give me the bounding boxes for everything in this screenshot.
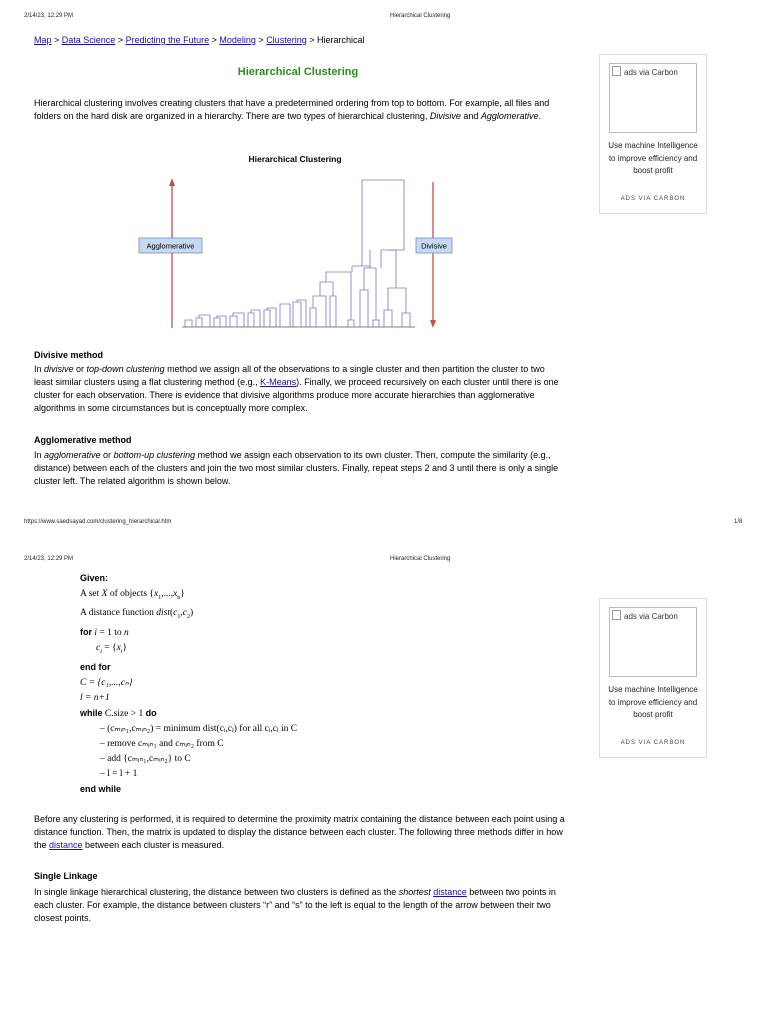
page-title: Hierarchical Clustering <box>237 66 359 78</box>
print-header-date: 2/14/23, 12:29 PM <box>24 13 74 19</box>
ad-label[interactable]: ADS VIA CARBON <box>620 740 686 746</box>
kmeans-link[interactable]: K-Means <box>260 377 297 387</box>
distance-link[interactable]: distance <box>433 887 467 897</box>
breadcrumb-link[interactable]: Predicting the Future <box>125 35 210 45</box>
algorithm-block: Given: A set X of objects $\{x_1,...,x_n\}$ A distance function $dist(c_1,c_2)$ for i = 1 to n $c_i = \{x_i\}$ end for C = {c₁,...,cₙ} l = n+1 while C.size > 1 do – (cₘᵢₙ₁,cₘᵢₙ₂) = minimum dist(cᵢ,cⱼ) for all cᵢ,cⱼ in C – remove cₘᵢₙ₁ and cₘᵢₙ₂ from C – add {cₘᵢₙ₁,cₘᵢₙ₂} to C – l = l + 1 end while <box>80 573 298 794</box>
ad-label[interactable]: ADS VIA CARBON <box>620 196 686 202</box>
divisive-paragraph: In divisive or top-down clustering method we assign all of the observations to a single cluster and then partition the cluster to two least similar clusters using a flat clustering method (e.g., K-Means). Finally, we proceed recursively on each cluster until there is one cluster for each observation. There is evidence that divisive algorithms produce more accurate hierarchies than agglomerative algorithms in some circumstances but is conceptually more complex. <box>34 364 559 413</box>
divisive-heading: Divisive method <box>34 350 104 360</box>
dendrogram-figure <box>130 150 470 335</box>
single-linkage-heading: Single Linkage <box>34 871 98 881</box>
print-footer-url: https://www.saedsayad.com/clustering_hierarchical.htm <box>24 519 172 525</box>
dendrogram-links <box>185 180 410 327</box>
agglomerative-heading: Agglomerative method <box>34 435 132 445</box>
agglomerative-label: Agglomerative <box>146 241 195 251</box>
single-linkage-paragraph: In single linkage hierarchical clustering, the distance between two clusters is defined as the shortest distance between two points in each cluster. For example, the distance between clusters “r” and “s” to the left is equal to the length of the arrow between their two closest points. <box>34 887 556 923</box>
breadcrumb-link[interactable]: Clustering <box>266 35 307 45</box>
print-header-title: Hierarchical Clustering <box>390 13 451 19</box>
ad-image-alt: ads via Carbon <box>624 612 678 621</box>
ad-image-alt: ads via Carbon <box>624 68 678 77</box>
breadcrumb-separator: > <box>115 35 126 45</box>
ad-image[interactable] <box>609 607 697 677</box>
broken-image-icon <box>612 610 621 620</box>
breadcrumb-link[interactable]: Modeling <box>219 35 256 45</box>
breadcrumb <box>34 34 365 47</box>
ad-text[interactable]: Use machine Intelligence to improve efficiency and boost profit <box>608 685 698 719</box>
breadcrumb-separator: > <box>51 35 62 45</box>
breadcrumb-separator: > <box>255 35 267 45</box>
intro-paragraph: Hierarchical clustering involves creating clusters that have a predetermined ordering from top to bottom. For example, all files and folders on the hard disk are organized in a hierarchy. There are two types of hierarchical clustering, Divisive and Agglomerative. <box>34 98 550 121</box>
breadcrumb-separator: > Hierarchical <box>306 35 365 45</box>
proximity-paragraph: Before any clustering is performed, it is required to determine the proximity matrix containing the distance between each point using a distance function. Then, the matrix is updated to display the distance between each cluster. The following three methods differ in how the distance between each cluster is measured. <box>34 814 565 850</box>
ad-text[interactable]: Use machine Intelligence to improve efficiency and boost profit <box>608 141 698 175</box>
breadcrumb-link[interactable]: Data Science <box>61 35 116 45</box>
divisive-label: Divisive <box>421 241 447 251</box>
figure-title: Hierarchical Clustering <box>248 154 342 164</box>
agglomerative-paragraph: In agglomerative or bottom-up clustering method we assign each observation to its own cluster. Then, compute the similarity (e.g., distance) between each of the clusters and join the two most similar clusters. Finally, repeat steps 2 and 3 until there is only a single cluster left. The related algorithm is shown below. <box>34 450 559 486</box>
print-header-title: Hierarchical Clustering <box>390 556 451 562</box>
ad-image[interactable] <box>609 63 697 133</box>
carbon-ad[interactable] <box>599 598 707 758</box>
print-footer-page: 1/8 <box>734 519 743 525</box>
broken-image-icon <box>612 66 621 76</box>
divisive-arrow <box>430 182 436 328</box>
carbon-ad[interactable] <box>599 54 707 214</box>
breadcrumb-link[interactable]: Map <box>34 35 52 45</box>
print-header-date: 2/14/23, 12:29 PM <box>24 556 74 562</box>
breadcrumb-separator: > <box>209 35 220 45</box>
distance-link[interactable]: distance <box>49 840 83 850</box>
